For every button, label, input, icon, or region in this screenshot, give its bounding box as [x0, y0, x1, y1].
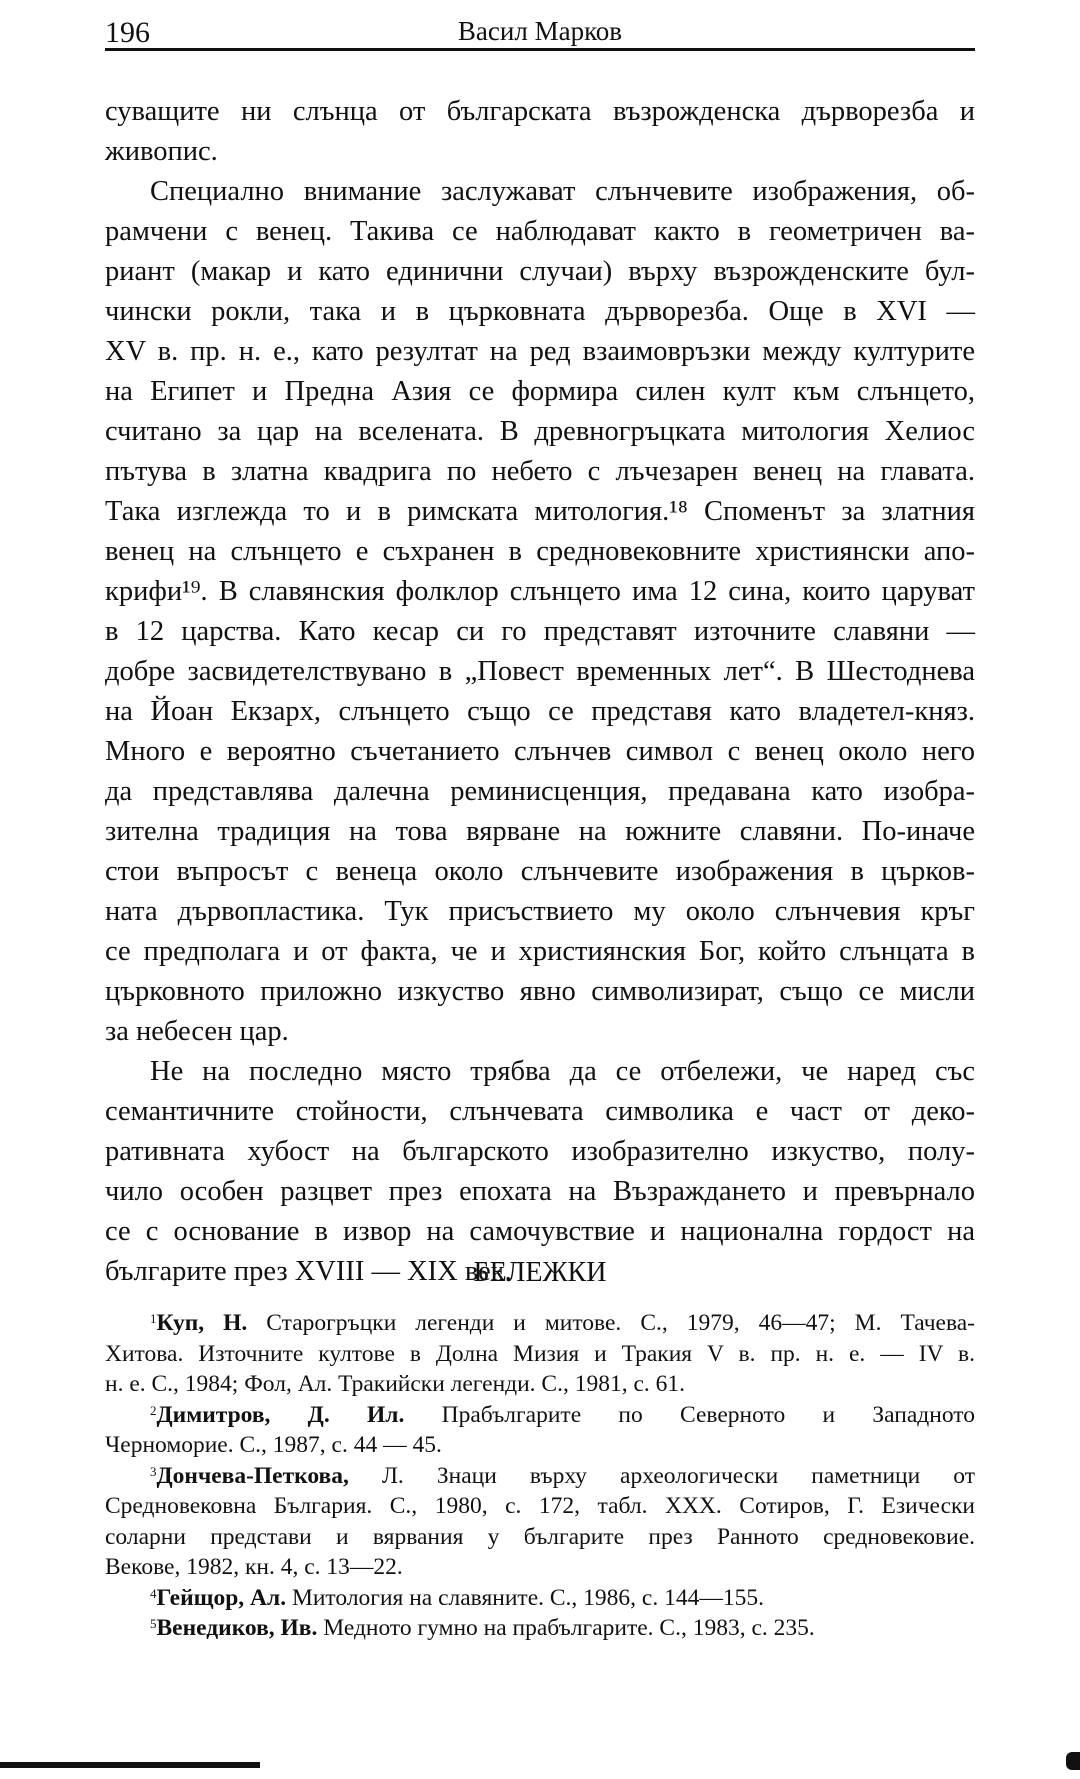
- footnote-line: Черноморие. С., 1987, с. 44 — 45.: [105, 1432, 442, 1458]
- text-line: в 12 царства. Като кесар си го представят източните славяни —: [105, 616, 975, 647]
- footnote: [105, 1613, 975, 1644]
- footnote-number: 4: [150, 1585, 157, 1601]
- footnote-line: соларни представи и вярвания у българите през Ранното средновековие.: [105, 1523, 975, 1550]
- footnote: [105, 1308, 975, 1339]
- text-line: се предполага и от факта, че и християнския Бог, който слънцата в: [105, 936, 975, 967]
- footnote-number: 5: [150, 1616, 157, 1631]
- footnote-text: Митология на славяните. С., 1986, с. 144—155.: [286, 1584, 764, 1611]
- footnote-number: 2: [150, 1402, 157, 1418]
- running-header: [105, 14, 975, 51]
- footnote-author: Дончева-Петкова,: [156, 1462, 349, 1489]
- footnote: [105, 1400, 975, 1431]
- text-line: чински рокли, така и в църковната дърворезба. Още в XVI —: [105, 296, 975, 327]
- text-line: крифи¹⁹. В славянския фолклор слънцето има 12 сина, които царуват: [105, 576, 975, 607]
- footnote-line: н. е. С., 1984; Фол, Ал. Тракийски легенди. С., 1981, с. 61.: [105, 1371, 686, 1397]
- footnote-line: Средновековна България. С., 1980, с. 172, табл. XXX. Сотиров, Г. Езически: [105, 1493, 975, 1519]
- footnote-author: Венедиков, Ив.: [156, 1615, 318, 1641]
- text-line: суващите ни слънца от българската възрожденска дърворезба и: [105, 96, 975, 127]
- text-line: Не на последно място трябва да се отбележи, че наред със: [150, 1056, 975, 1087]
- text-line: българите през XVIII — XIX век.: [105, 1256, 512, 1287]
- text-line: на Египет и Предна Азия се формира силен култ към слънцето,: [105, 376, 975, 407]
- text-line: венец на слънцето е съхранен в средновековните християнски апо-: [105, 536, 975, 567]
- footnote: [105, 1583, 975, 1614]
- page-number: 196: [105, 16, 150, 49]
- text-line: риант (макар и като единични случаи) върху възрожденските бул-: [105, 256, 975, 287]
- text-line: рамчени с венец. Такива се наблюдават както в геометричен ва-: [105, 216, 975, 247]
- footnote-number: 1: [150, 1311, 157, 1326]
- footnote-author: Гейщор, Ал.: [156, 1584, 287, 1611]
- text-line: живопис.: [105, 136, 218, 167]
- footnote-line: Векове, 1982, кн. 4, с. 13—22.: [105, 1554, 403, 1580]
- text-line: църковното приложно изкуство явно символизират, също се мисли: [105, 976, 975, 1007]
- text-line: ната дървопластика. Тук присъствието му около слънчевия кръг: [105, 896, 975, 927]
- footnote-author: Куп, Н.: [156, 1310, 248, 1336]
- scan-artifact-mark: [1066, 1752, 1080, 1770]
- footnote-number: 3: [150, 1463, 157, 1479]
- text-line: пътува в златна квадрига по небето с лъчезарен венец на главата.: [105, 456, 975, 487]
- footnote-text: Медното гумно на прабългарите. С., 1983, с. 235.: [317, 1615, 815, 1641]
- footnote: [105, 1461, 975, 1492]
- text-line: стои въпросът с венеца около слънчевите изображения в църков-: [105, 856, 975, 887]
- footnote-author: Димитров, Д. Ил.: [156, 1401, 405, 1428]
- text-line: считано за цар на вселената. В древногръцката митология Хелиос: [105, 416, 975, 447]
- text-line: да представлява далечна реминисценция, предавана като изобра-: [105, 776, 975, 807]
- text-line: XV в. пр. н. е., като резултат на ред взаимовръзки между културите: [105, 336, 975, 367]
- running-title: Васил Марков: [457, 16, 623, 46]
- text-line: за небесен цар.: [105, 1016, 289, 1047]
- text-line: семантичните стойности, слънчевата символика е част от деко-: [105, 1096, 975, 1127]
- footnote-text: Л. Знаци върху археологически паметници от: [348, 1462, 975, 1489]
- footnotes: [105, 1308, 975, 1644]
- text-line: на Йоан Екзарх, слънцето също се представя като владетел-княз.: [105, 696, 975, 727]
- text-line: ративната хубост на българското изобразително изкуство, полу-: [105, 1136, 975, 1167]
- text-line: Така изглежда то и в римската митология.¹⁸ Споменът за златния: [105, 496, 975, 527]
- scan-artifact-line: [0, 1762, 260, 1768]
- text-line: чило особен разцвет през епохата на Възраждането и превърнало: [105, 1176, 975, 1207]
- footnote-text: Прабългарите по Северното и Западното: [404, 1401, 975, 1428]
- text-line: Много е вероятно съчетанието слънчев символ с венец около него: [105, 736, 975, 767]
- notes-heading: БЕЛЕЖКИ: [473, 1257, 607, 1288]
- text-line: Специално внимание заслужават слънчевите изображения, об-: [150, 176, 975, 207]
- text-line: зителна традиция на това вярване на южните славяни. По-иначе: [105, 816, 975, 847]
- text-line: се с основание в извор на самочувствие и национална гордост на: [105, 1216, 975, 1247]
- text-line: добре засвидетелствувано в „Повест временных лет“. В Шестоднева: [105, 656, 975, 687]
- body-text: [105, 92, 975, 1292]
- footnote-text: Старогръцки легенди и митове. С., 1979, 46—47; М. Тачева-: [247, 1310, 976, 1336]
- footnote-line: Хитова. Източните култове в Долна Мизия и Тракия V в. пр. н. е. — IV в.: [105, 1340, 975, 1367]
